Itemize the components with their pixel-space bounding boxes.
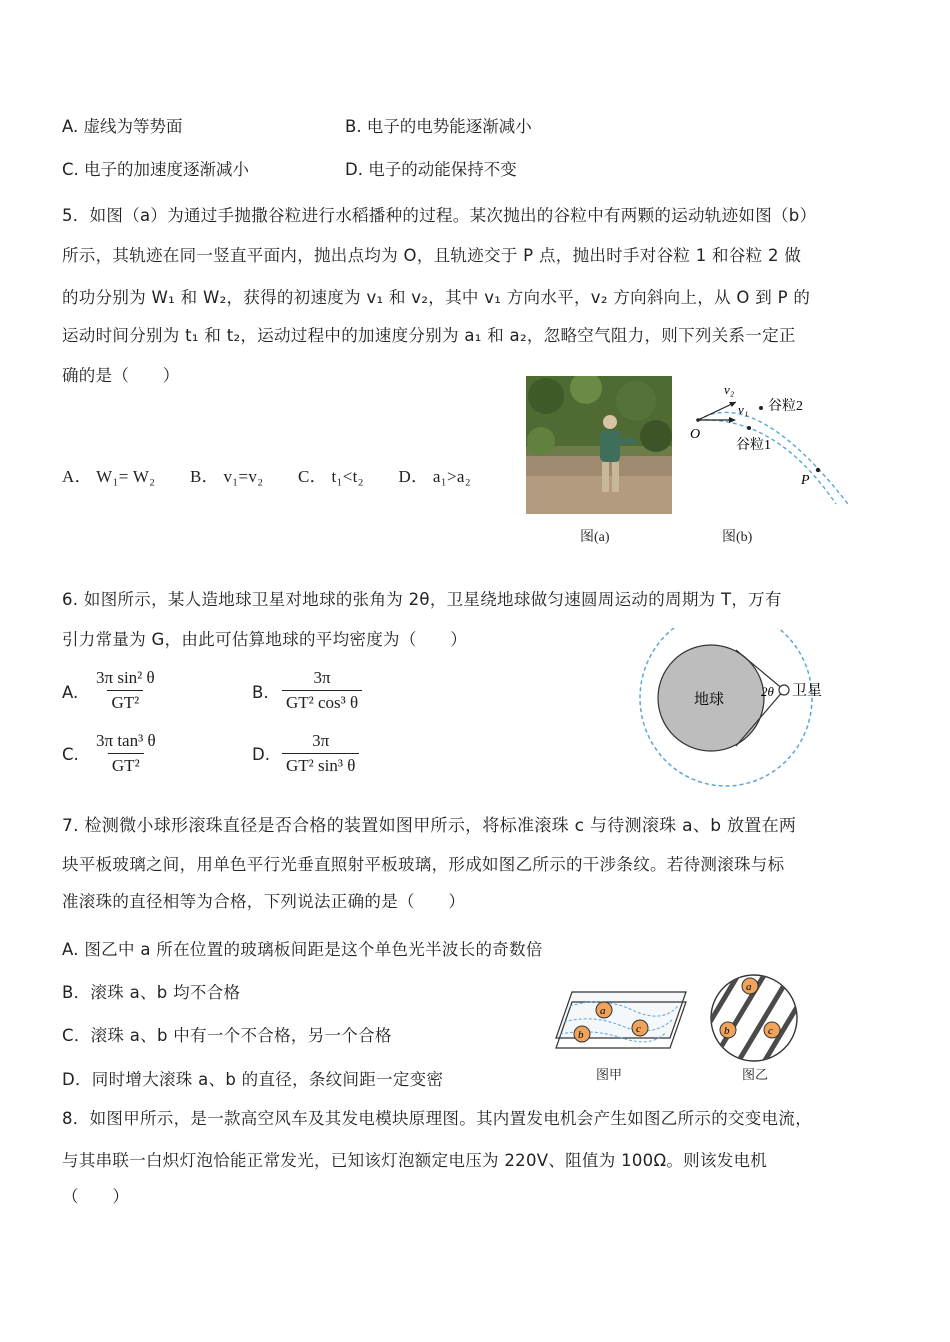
point-p-label: P	[801, 473, 810, 488]
q7-stem-line2: 块平板玻璃之间，用单色平行光垂直照射平板玻璃，形成如图乙所示的干涉条纹。若待测滚珠与标	[62, 855, 785, 874]
q6-option-b-formula	[282, 668, 362, 713]
q5-fig-b-caption: 图(b)	[722, 530, 753, 545]
q7-option-a: A. 图乙中 a 所在位置的玻璃板间距是这个单色光半波长的奇数倍	[62, 940, 543, 959]
q6-option-a-denominator: GT²	[107, 690, 143, 713]
farmer-photo-image	[526, 376, 672, 514]
satellite-label: 卫星	[792, 683, 823, 699]
ball-a-label: a	[600, 1005, 606, 1017]
ball-b-label: b	[578, 1029, 584, 1041]
grain1-trajectory	[698, 420, 836, 504]
q6-stem-line2: 引力常量为 G，由此可估算地球的平均密度为（ ）	[62, 630, 468, 649]
q6-option-c-label: C.	[62, 745, 79, 764]
q7-interference-fringes-diagram	[706, 972, 802, 1064]
fringe-ball-b-label: b	[724, 1025, 730, 1037]
q4-option-c: C. 电子的加速度逐渐减小	[62, 160, 250, 179]
q6-option-d-formula	[282, 731, 359, 776]
q6-option-c-formula	[92, 731, 160, 776]
q7-glass-plates-diagram	[552, 988, 692, 1058]
q7-option-d: D．同时增大滚珠 a、b 的直径，条纹间距一定变密	[62, 1070, 444, 1089]
q6-option-c-denominator: GT²	[108, 753, 144, 776]
q8-stem-line2: 与其串联一白炽灯泡恰能正常发光，已知该灯泡额定电压为 220V、阻值为 100Ω。则该发电机	[62, 1151, 768, 1170]
q6-option-a-formula	[92, 668, 159, 713]
q5-stem-line2: 所示，其轨迹在同一竖直平面内，抛出点均为 O，且轨迹交于 P 点，抛出时手对谷粒 1 和谷粒 2 做	[62, 246, 802, 265]
grain2-label: 谷粒2	[768, 399, 803, 414]
fringe-ball-a-label: a	[746, 981, 752, 993]
q6-option-b-numerator: 3π	[313, 668, 331, 687]
q6-option-a-numerator: 3π sin² θ	[96, 668, 155, 687]
q5-photo-figure	[526, 376, 672, 514]
fringe-ball-c-label: c	[768, 1025, 773, 1037]
q4-option-b: B. 电子的电势能逐渐减小	[345, 117, 532, 136]
q6-stem-line1: 6. 如图所示，某人造地球卫星对地球的张角为 2θ，卫星绕地球做匀速圆周运动的周期为 T，万有	[62, 590, 782, 609]
q7-fig-yi-caption: 图乙	[742, 1068, 769, 1083]
q5-stem-line3: 的功分别为 W₁ 和 W₂，获得的初速度为 v₁ 和 v₂，其中 v₁ 方向水平，v₂ 方向斜向上，从 O 到 P 的	[62, 288, 811, 307]
q8-stem-line1: 8．如图甲所示，是一款高空风车及其发电模块原理图。其内置发电机会产生如图乙所示的交变电流，	[62, 1109, 812, 1128]
q5-stem-line4: 运动时间分别为 t₁ 和 t₂，运动过程中的加速度分别为 a₁ 和 a₂，忽略空气阻力，则下列关系一定正	[62, 326, 796, 345]
angle-label: 2θ	[761, 684, 774, 699]
q6-earth-satellite-diagram	[636, 628, 846, 788]
q7-fig-jia-caption: 图甲	[596, 1068, 623, 1083]
q6-option-b-label: B.	[252, 683, 269, 702]
q7-stem-line3: 准滚珠的直径相等为合格，下列说法正确的是（ ）	[62, 892, 466, 911]
q6-option-d-numerator: 3π	[312, 731, 330, 750]
q8-stem-line3: （ ）	[62, 1187, 130, 1206]
v2-arrow	[698, 402, 736, 420]
origin-label: O	[690, 427, 701, 442]
q5-stem-line1: 5．如图（a）为通过手抛撒谷粒进行水稻播种的过程。某次抛出的谷粒中有两颗的运动轨迹如图（b）	[62, 206, 817, 225]
q5-stem-line5: 确的是（ ）	[62, 366, 180, 385]
ball-c-label: c	[636, 1023, 641, 1035]
q5-trajectory-diagram	[686, 376, 856, 516]
v1-label: v₁	[738, 402, 749, 417]
q5-options: A． W₁= W₂ B． v₁=v₂ C． t₁<t₂ D． a₁>a₂	[62, 467, 471, 486]
earth-label: 地球	[694, 692, 725, 708]
v2-label: v₂	[724, 382, 735, 397]
q6-option-d-denominator: GT² sin³ θ	[282, 753, 359, 776]
satellite-dot	[779, 685, 789, 695]
grain2-trajectory	[698, 412, 848, 504]
q7-option-b: B．滚珠 a、b 均不合格	[62, 983, 241, 1002]
q7-option-c: C．滚珠 a、b 中有一个不合格，另一个合格	[62, 1026, 392, 1045]
q7-stem-line1: 7. 检测微小球形滚珠直径是否合格的装置如图甲所示，将标准滚珠 c 与待测滚珠 a、b 放置在两	[62, 816, 797, 836]
q5-fig-a-caption: 图(a)	[580, 530, 610, 545]
q4-option-a: A. 虚线为等势面	[62, 117, 183, 136]
grain1-label: 谷粒1	[736, 438, 771, 453]
q4-option-d: D. 电子的动能保持不变	[345, 160, 517, 179]
q6-option-b-denominator: GT² cos³ θ	[282, 690, 362, 713]
q6-option-a-label: A.	[62, 683, 79, 702]
q6-option-c-numerator: 3π tan³ θ	[96, 731, 156, 750]
q6-option-d-label: D.	[252, 745, 270, 764]
